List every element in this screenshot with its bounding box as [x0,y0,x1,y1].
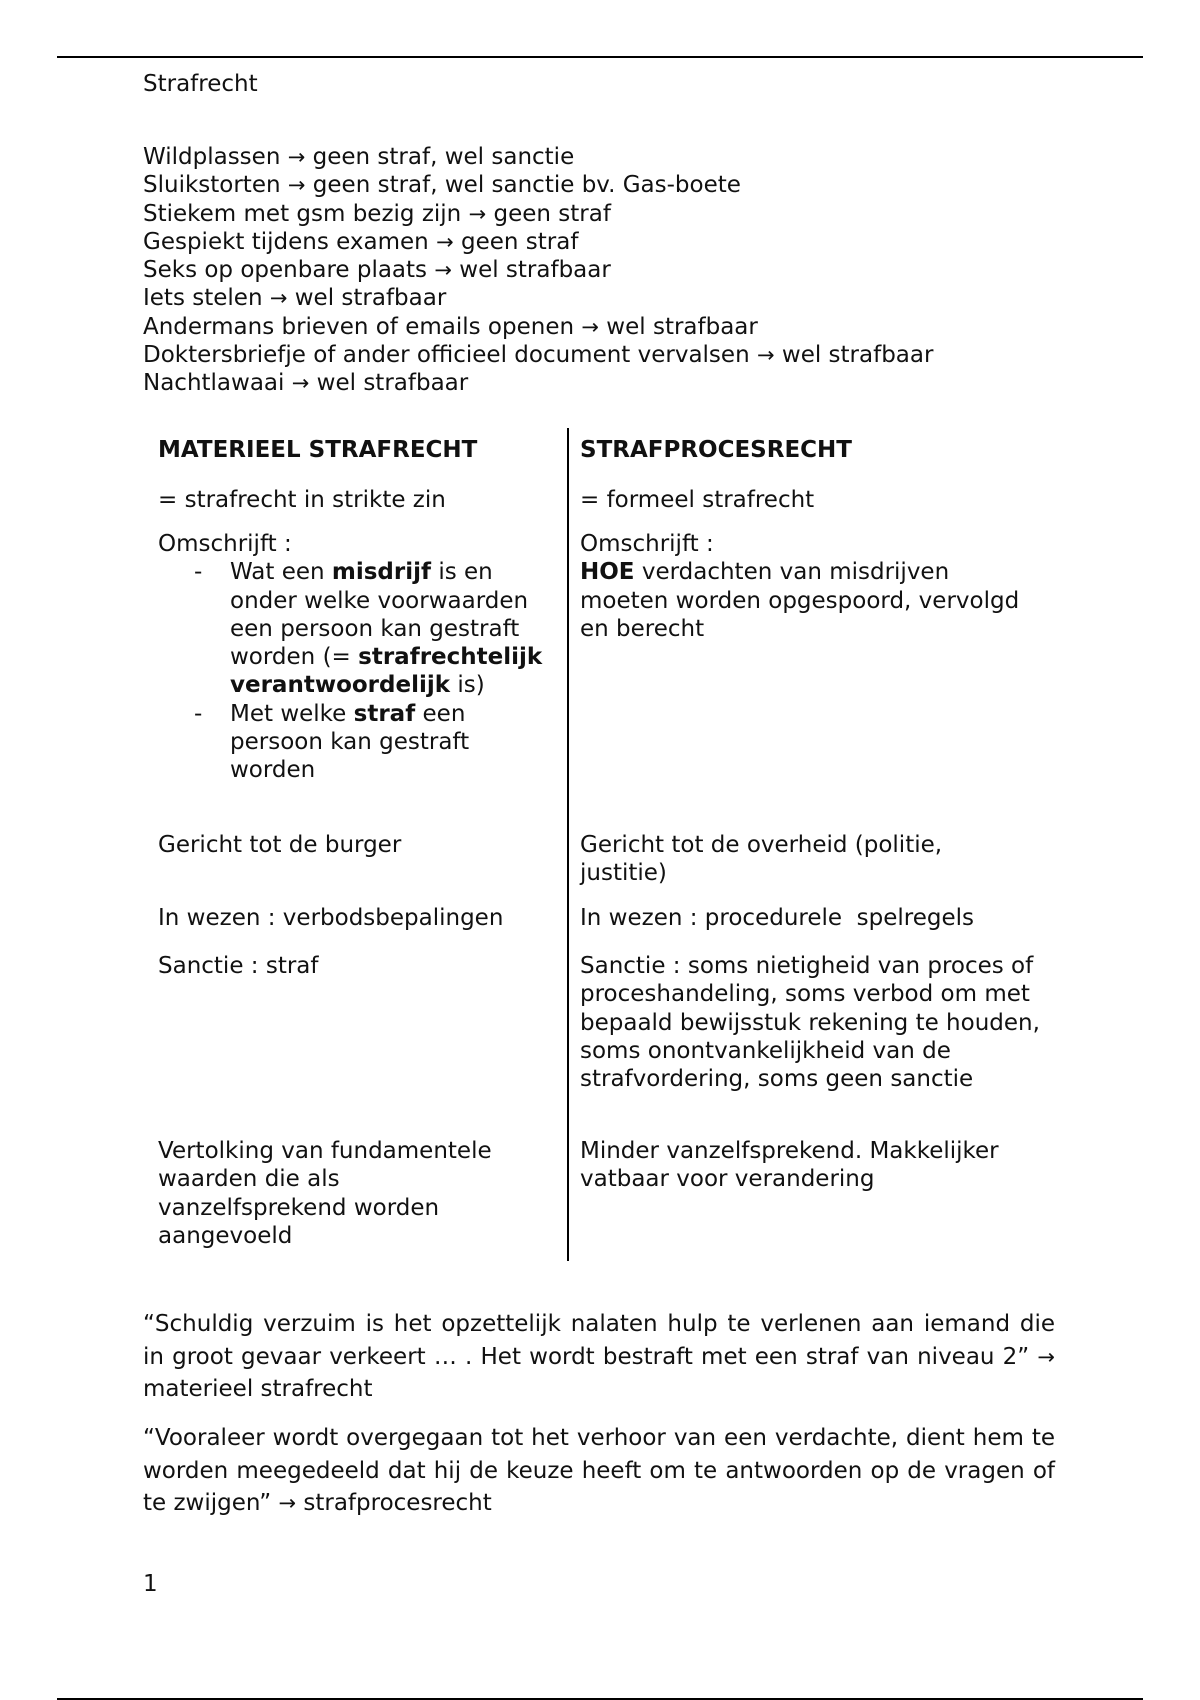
arrow-right-icon: → [291,371,310,396]
example-line: Nachtlawaai → wel strafbaar [143,370,469,397]
example-line: Sluikstorten → geen straf, wel sanctie bv. Gas-boete [143,172,741,199]
quote-paragraph: “Vooraleer wordt overgegaan tot het verhoor van een verdachte, dient hem te worden meegedeeld dat hij de keuze heeft om te antwoorden op de vragen of te zwijgen” → strafprocesrecht [143,1425,1055,1516]
example-line: Gespiekt tijdens examen → geen straf [143,228,579,255]
arrow-right-icon: → [436,229,454,254]
table-cell: Sanctie : soms nietigheid van proces of proceshandeling, soms verbod om met bepaald bewijsstuk rekening te houden, soms onontvankelijkheid van de strafvordering, soms geen sanctie [580,953,1040,1093]
example-line: Stiekem met gsm bezig zijn → geen straf [143,200,611,227]
arrow-right-icon: → [269,286,288,311]
table-cell: Gericht tot de overheid (politie, justitie) [580,832,943,887]
bullet-item: - Wat een misdrijf is en onder welke voorwaarden een persoon kan gestraft worden (= strafrechtelijk verantwoordelijk is) [194,559,543,699]
table-cell: Gericht tot de burger [158,832,402,858]
arrow-right-icon: → [287,145,306,169]
arrow-right-icon: → [278,1491,297,1515]
column-header-materieel: MATERIEEL STRAFRECHT [158,437,478,463]
column-divider [567,428,569,1261]
arrow-right-icon: → [434,258,452,283]
arrow-right-icon: → [468,201,487,226]
table-cell: = strafrecht in strikte zin [158,487,446,513]
example-line: Iets stelen → wel strafbaar [143,285,447,312]
table-cell: In wezen : procedurele spelregels [580,905,975,931]
example-line: Seks op openbare plaats → wel strafbaar [143,257,611,284]
arrow-right-icon: → [756,343,775,368]
example-line: Andermans brieven of emails openen → wel strafbaar [143,313,758,340]
page-title: Strafrecht [143,71,258,97]
table-cell: Vertolking van fundamentele waarden die als vanzelfsprekend worden aangevoeld [158,1138,492,1249]
examples-list [143,143,933,398]
example-line: Doktersbriefje of ander officieel document vervalsen → wel strafbaar [143,342,934,369]
example-line: Wildplassen → geen straf, wel sanctie [143,144,575,170]
table-cell: In wezen : verbodsbepalingen [158,905,504,931]
table-cell: Omschrijft : - Wat een misdrijf is en onder welke voorwaarden een persoon kan gestraft worden (= strafrechtelijk verantwoordelijk is) - Met welke straf een persoon kan gestraft worden [158,530,558,785]
page-number: 1 [143,1571,158,1597]
header-rule [57,56,1143,58]
quote-paragraph: “Schuldig verzuim is het opzettelijk nalaten hulp te verlenen aan iemand die in groot gevaar verkeert … . Het wordt bestraft met een straf van niveau 2” → materieel strafrecht [143,1311,1055,1402]
table-cell: Omschrijft : HOE verdachten van misdrijven moeten worden opgespoord, vervolgd en berecht [580,531,1020,642]
arrow-right-icon: → [1037,1344,1055,1369]
arrow-right-icon: → [581,314,599,339]
table-cell: Sanctie : straf [158,953,319,979]
bullet-item: - Met welke straf een persoon kan gestraft worden [194,700,470,784]
table-cell: = formeel strafrecht [580,487,815,513]
arrow-right-icon: → [287,173,306,198]
column-header-strafprocesrecht: STRAFPROCESRECHT [580,437,852,463]
table-cell: Minder vanzelfsprekend. Makkelijker vatbaar voor verandering [580,1138,999,1193]
